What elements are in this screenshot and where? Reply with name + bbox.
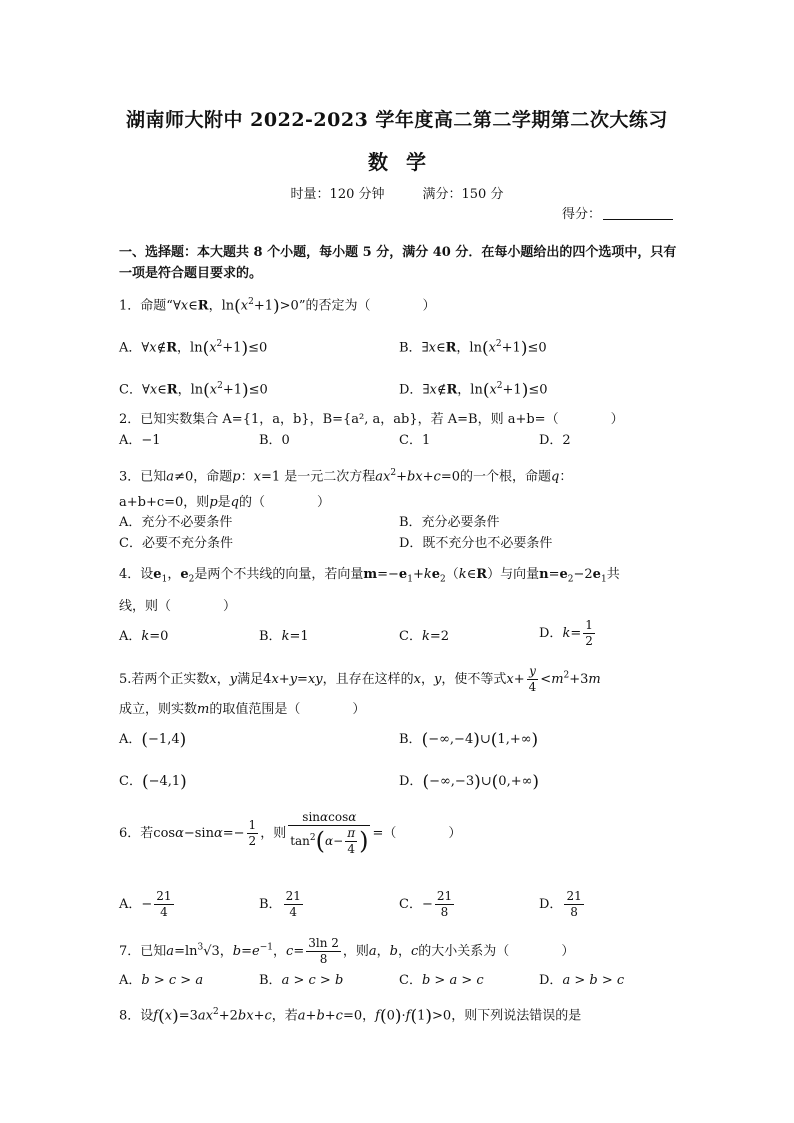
exam-title: 湖南师大附中 2022-2023 学年度高二第二学期第二次大练习 (126, 109, 668, 131)
q3-option-d[interactable]: D．既不充分也不必要条件 (399, 536, 553, 551)
question-8: 8．设$f(x)=3ax^2+2bx+c$，若a+b+c=0，f(0)·f(1)>0，则下列说法错误的是 (119, 1006, 582, 1027)
q2-option-d[interactable]: D．2 (539, 433, 571, 448)
q2-option-a[interactable]: A．−1 (119, 433, 161, 448)
q7-option-d[interactable]: D．a > b > c (539, 973, 625, 988)
question-7: 7．已知$a=\ln^3√3$，$b=e^{-1}$，c= $\frac{3\ln 2}{8}$ ，则a，b，c的大小关系为（ ） (119, 936, 575, 966)
q1-option-c[interactable]: C．∀x∈R，$\ln(x^2+1)\le 0$ (119, 380, 268, 401)
q6-option-d[interactable]: D． $\frac{21}{8}$ (539, 889, 582, 919)
question-3: 3．已知a≠0，命题p：x=1 是一元二次方程$ax^2+bx+c=0$的一个根，命题q： (119, 468, 573, 485)
time-limit: 时量：120 分钟 (290, 187, 385, 202)
full-score: 满分：150 分 (422, 187, 504, 202)
q7-option-b[interactable]: B．a > c > b (259, 973, 344, 988)
q6-option-c[interactable]: C．− $\frac{21}{8}$ (399, 889, 453, 919)
q1-option-b[interactable]: B．∃x∈R，$\ln(x^2+1)\le 0$ (399, 338, 547, 359)
q4-option-a[interactable]: A．k=0 (119, 629, 169, 644)
q5-option-a[interactable]: A．(−1,4) (119, 730, 187, 750)
score-field (562, 203, 673, 222)
q6-option-a[interactable]: A．− $\frac{21}{4}$ (119, 889, 172, 919)
q7-option-c[interactable]: C．b > a > c (399, 973, 484, 988)
q5-option-d[interactable]: D．(−∞,−3)∪(0,+∞) (399, 772, 540, 792)
q4-option-c[interactable]: C．k=2 (399, 629, 450, 644)
exam-meta (0, 183, 794, 202)
q4-option-d[interactable]: D．k= $\frac{1}{2}$ (539, 618, 593, 648)
score-label: 得分： (562, 207, 602, 222)
question-6: 6．若cosα−sinα=− $\frac{1}{2}$ ，则 sinαcosα $\tan^2(\alpha-$ $\frac{\pi}{4}$ ) =（ ） (119, 810, 462, 856)
q3-option-c[interactable]: C．必要不充分条件 (119, 536, 233, 551)
q7-option-a[interactable]: A．b > c > a (119, 973, 204, 988)
question-4-line2: 线，则（ ） (119, 599, 237, 614)
question-5: 5.若两个正实数x，y满足4x+y=xy，且存在这样的x，y，使不等式x+ $\frac{y}{4}$ $<m^2+3m$ (119, 664, 601, 694)
question-4: 4．设$e_1$，$e_2$是两个不共线的向量，若向量$m=-e_1+ke_2(k\in R)$与向量$n=e_2-2e_1$共 (119, 567, 620, 585)
q3-option-a[interactable]: A．充分不必要条件 (119, 515, 233, 530)
q2-option-c[interactable]: C．1 (399, 433, 431, 448)
q6-option-b[interactable]: B． $\frac{21}{4}$ (259, 889, 301, 919)
q1-option-d[interactable]: D．∃x∉R，$\ln(x^2+1)\le 0$ (399, 380, 548, 401)
question-1: 1．命题“∀x∈R，$\ln(x^2+1)>0$”的否定为（ ） (119, 296, 436, 317)
score-blank[interactable] (603, 206, 673, 220)
q1-option-a[interactable]: A．∀x∉R，$\ln(x^2+1)\le 0$ (119, 338, 268, 359)
q4-option-b[interactable]: B．k=1 (259, 629, 309, 644)
subject-title: 数学 (368, 150, 444, 174)
q5-option-c[interactable]: C．(−4,1) (119, 772, 187, 792)
question-2: 2．已知实数集合 A={1，a，b}，B={a², a，ab}，若 A=B，则 a+b=（ ） (119, 412, 624, 427)
question-5-line2: 成立，则实数m的取值范围是（ ） (119, 702, 366, 717)
section-heading: 一、选择题：本大题共 8 个小题，每小题 5 分，满分 40 分．在每小题给出的四个选项中，只有一项是符合题目要求的。 (119, 245, 677, 281)
q5-option-b[interactable]: B．(−∞,−4)∪(1,+∞) (399, 730, 539, 750)
q3-option-b[interactable]: B．充分必要条件 (399, 515, 500, 530)
question-3-line2: a+b+c=0，则p是q的（ ） (119, 495, 331, 510)
q2-option-b[interactable]: B．0 (259, 433, 290, 448)
